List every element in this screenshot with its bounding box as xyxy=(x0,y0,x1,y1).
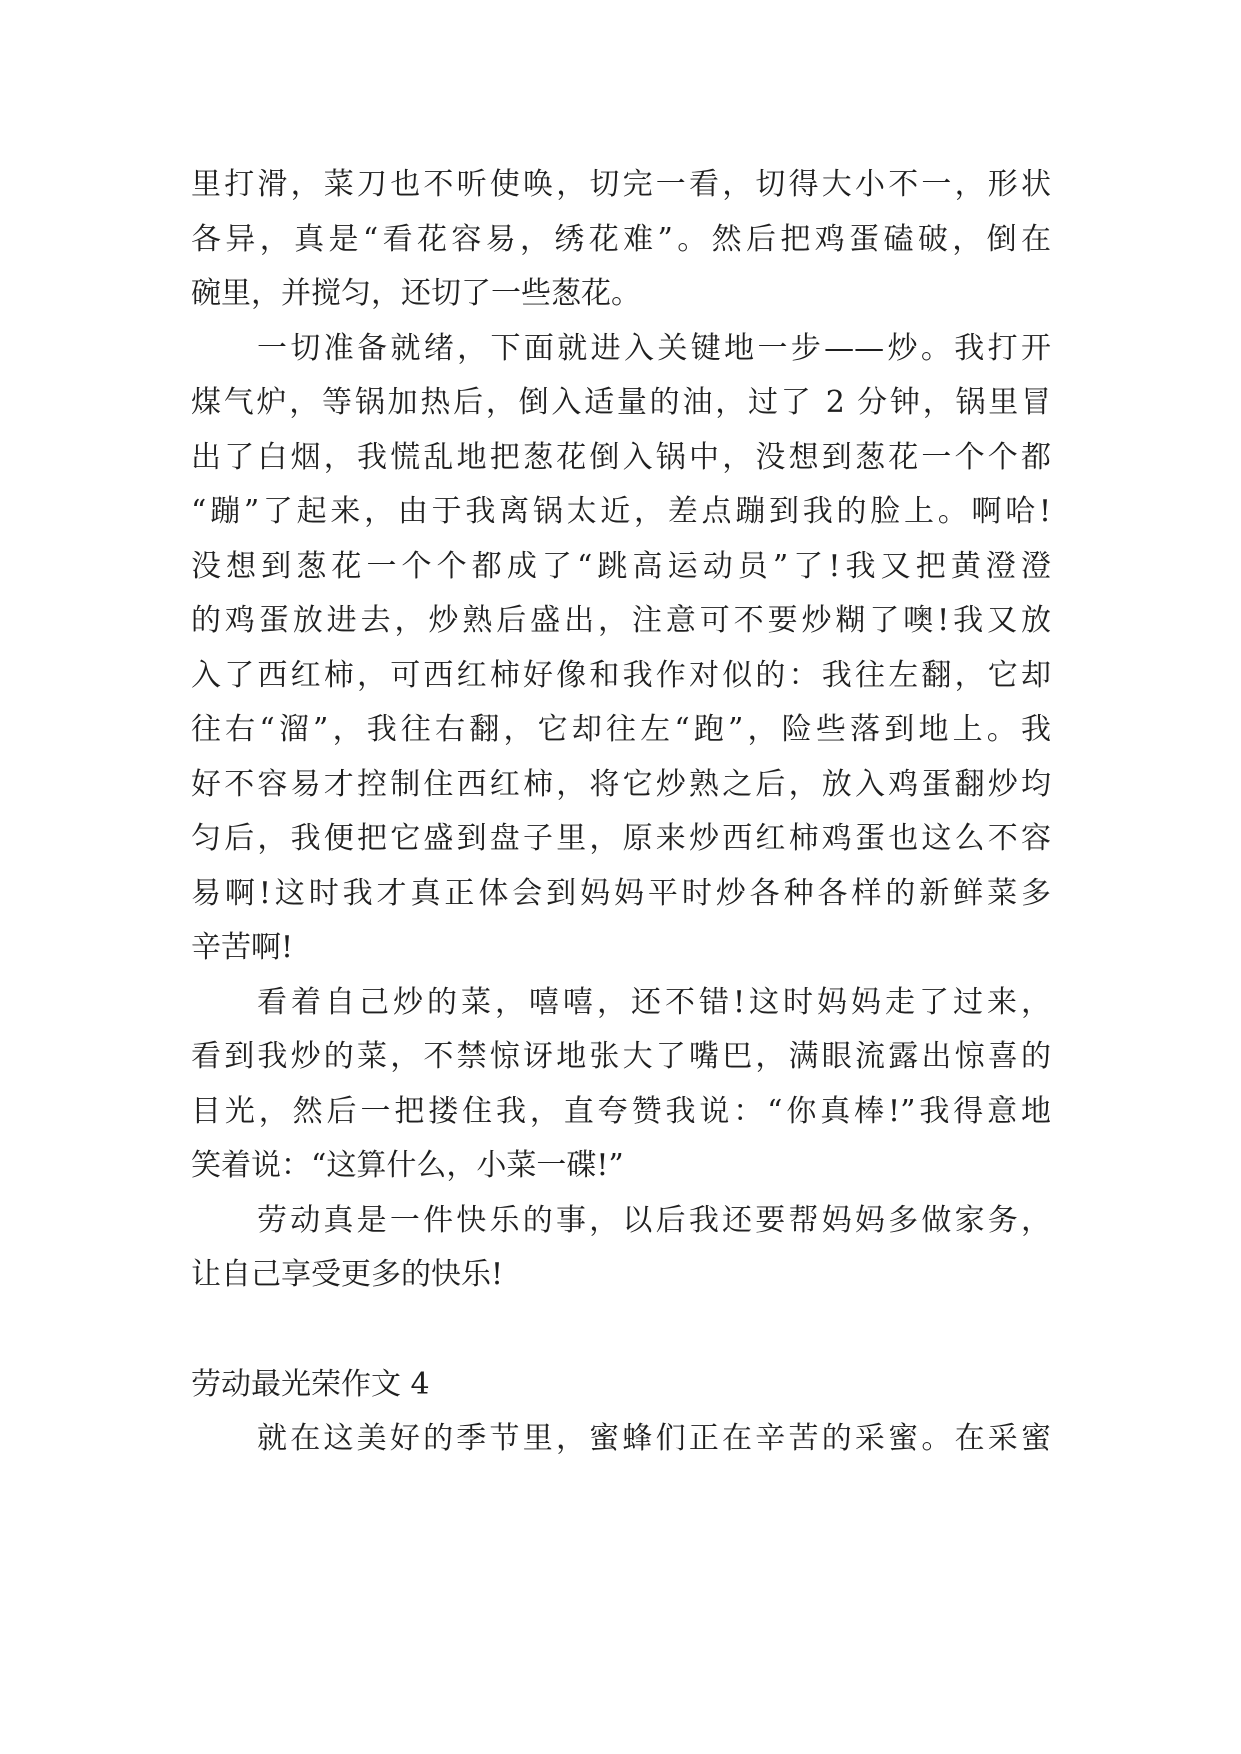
text-line: 里打滑，菜刀也不听使唤，切完一看，切得大小不一，形状 xyxy=(191,167,1051,202)
text-line: 没想到葱花一个个都成了“跳高运动员”了!我又把黄澄澄 xyxy=(191,548,1051,584)
text-line: 笑着说：“这算什么，小菜一碟!” xyxy=(191,1148,624,1183)
text-line: 出了白烟，我慌乱地把葱花倒入锅中，没想到葱花一个个都 xyxy=(191,439,1051,475)
text-line: 就在这美好的季节里，蜜蜂们正在辛苦的采蜜。在采蜜 xyxy=(257,1421,1051,1456)
text-line: 劳动真是一件快乐的事，以后我还要帮妈妈多做家务， xyxy=(257,1202,1051,1238)
text-line: 匀后，我便把它盛到盘子里，原来炒西红柿鸡蛋也这么不容 xyxy=(191,821,1051,856)
paragraph-5 xyxy=(191,1412,1051,1467)
paragraph-2 xyxy=(191,322,1051,976)
text-line: 各异，真是“看花容易，绣花难”。然后把鸡蛋磕破，倒在 xyxy=(191,221,1051,257)
paragraph-4 xyxy=(191,1194,1051,1303)
text-line: 煤气炉，等锅加热后，倒入适量的油，过了 2 分钟，锅里冒 xyxy=(191,385,1051,420)
text-line: 的鸡蛋放进去，炒熟后盛出，注意可不要炒糊了噢!我又放 xyxy=(191,603,1051,638)
paragraph-1-continued xyxy=(191,158,1051,322)
text-line: 看着自己炒的菜，嘻嘻，还不错!这时妈妈走了过来， xyxy=(257,984,1051,1020)
text-line: 目光，然后一把搂住我，直夸赞我说：“你真棒!”我得意地 xyxy=(191,1093,1051,1129)
text-line: 碗里，并搅匀，还切了一些葱花。 xyxy=(191,276,641,311)
text-line: 易啊!这时我才真正体会到妈妈平时炒各种各样的新鲜菜多 xyxy=(191,875,1051,911)
section-title: 劳动最光荣作文 4 xyxy=(191,1366,430,1402)
text-line: 入了西红柿，可西红柿好像和我作对似的：我往左翻，它却 xyxy=(191,657,1051,693)
text-line: “蹦”了起来，由于我离锅太近，差点蹦到我的脸上。啊哈! xyxy=(191,494,1051,529)
section-spacer xyxy=(191,1303,1051,1358)
text-line: 好不容易才控制住西红柿，将它炒熟之后，放入鸡蛋翻炒均 xyxy=(191,766,1051,802)
text-line: 看到我炒的菜，不禁惊讶地张大了嘴巴，满眼流露出惊喜的 xyxy=(191,1039,1051,1074)
document-body xyxy=(191,158,1051,1467)
text-line: 往右“溜”，我往右翻，它却往左“跑”，险些落到地上。我 xyxy=(191,712,1051,747)
text-line: 一切准备就绪，下面就进入关键地一步——炒。我打开 xyxy=(257,330,1051,366)
paragraph-3 xyxy=(191,976,1051,1194)
text-line: 辛苦啊! xyxy=(191,930,294,965)
text-line: 让自己享受更多的快乐! xyxy=(191,1257,504,1292)
